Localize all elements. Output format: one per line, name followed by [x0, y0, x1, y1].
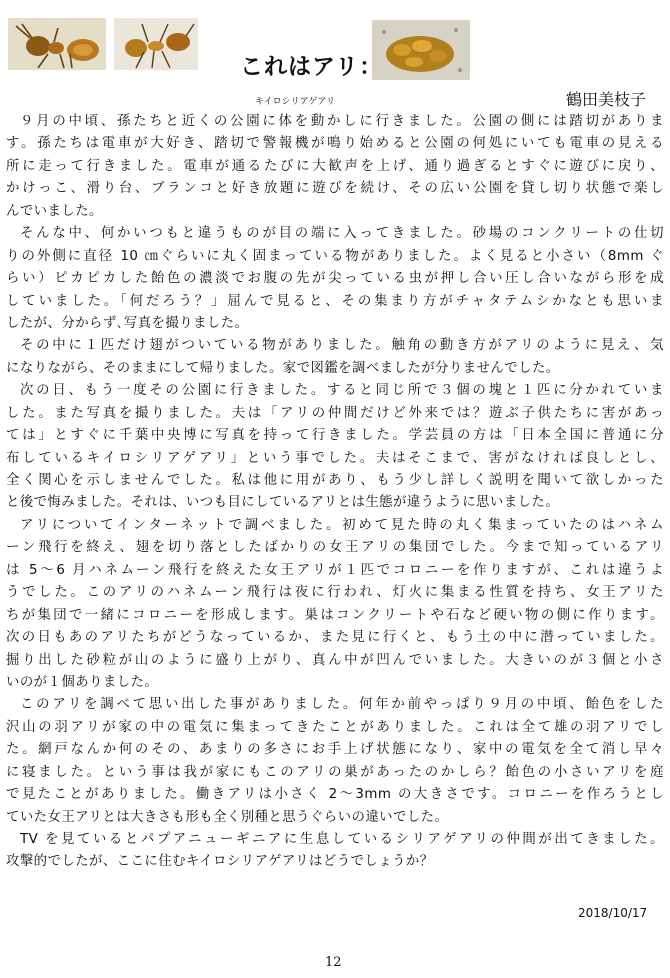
text-line: ９月の中頃、孫たちと近くの公園に体を動かしに行きました。公園の側には踏切がありま [20, 114, 664, 129]
text-line: 次の日もあのアリたちがどうなっているか、また見に行くと、もう土の中に潜っていました。 [6, 630, 664, 646]
paragraph [6, 380, 664, 515]
text-line: と後で悔みました。それは、いつも目にしているアリとは生態が違うように思いました。 [6, 495, 560, 511]
text-line: に寝ました。という事は我が家にもこのアリの巣があったのかしら？飴色の小さいアリを庭 [6, 764, 664, 780]
text-line: した。また写真を撮りました。夫は「アリの仲間だけど外来では？遊ぶ子供たちに害があっ [6, 405, 664, 421]
text-line: 所に走って行きました。電車が通るたびに大歓声を上げ、通り過ぎるとすぐに遊びに戻り、 [6, 158, 664, 174]
text-line: いのが１個ありました。 [6, 674, 159, 690]
text-line: んでいました。 [6, 203, 103, 219]
paragraph [6, 515, 664, 695]
text-line: ちが集団で一緒にコロニーを形成します。巣はコンクリートや石など硬い物の側に作ります。 [6, 607, 664, 623]
text-line: す。孫たちは電車が大好き、踏切で警報機が鳴り始めると公園の何処にいても電車の見える [6, 136, 664, 152]
text-line: 布しているキイロシリアゲアリ」という事でした。夫はそこまで、害がなければ良しとし、 [6, 450, 664, 466]
text-line: らい）ピカピカした飴色の濃淡でお腹の先が尖っている虫が押し合い圧し合いながら形を成 [6, 271, 664, 287]
article-body [6, 111, 664, 874]
text-line: このアリを調べて思い出した事がありました。何年か前やっぱり９月の中頃、飴色をした [20, 697, 664, 713]
text-line: ーン飛行を終え、翅を切り落としたばかりの女王アリの集団でした。今まで知っているアリ [6, 540, 664, 556]
text-line: 掘り出した砂粒が山のように盛り上がり、真ん中が凹んでいました。大きいのが３個と小さ [6, 652, 664, 668]
paragraph [6, 223, 664, 335]
text-line: うでした。このアリのハネムーン飛行は夜に行われ、灯火に集まる性質を持ち、女王アリた [6, 585, 664, 601]
text-line: 次の日、もう一度その公園に行きました。すると同じ所で３個の塊と１匹に分かれていま [20, 383, 664, 399]
text-line: アリについてインターネットで調べました。初めて見た時の丸く集まっていたのはハネム [20, 517, 664, 533]
text-line: そんな中、何かいつもと違うものが目の端に入ってきました。砂場のコンクリートの仕切 [20, 226, 664, 242]
ant-photo-2 [114, 18, 198, 70]
text-line: したが、分からず､写真を撮りました。 [6, 315, 249, 331]
paragraph [6, 335, 664, 380]
text-line: になりながら、そのままにして帰りました。家で図鑑を調べましたが分りませんでした。 [6, 360, 560, 376]
text-line: で見たことがありました。働きアリは小さく 2～3mm の大きさです。コロニーを作ろうとし [6, 787, 664, 803]
text-line: た。網戸なんか何のその、あまりの多さにお手上げ状態になり、家中の電気を全て消し早々 [6, 742, 664, 758]
paragraph [6, 694, 664, 829]
text-line: りの外側に直径 10 ㎝ぐらいに丸く固まっている物がありました。よく見ると小さい（8mm ぐ [6, 248, 664, 264]
ant-photo-1 [8, 18, 106, 70]
page-number: 12 [325, 955, 342, 970]
date: 2018/10/17 [578, 906, 648, 920]
text-line: は 5～6 月ハネムーン飛行を終えた女王アリが１匹でコロニーを作りますが、これは違うよ [6, 562, 664, 578]
text-line: TV を見ているとパプアニューギニアに生息しているシリアゲアリの仲間が出てきました。 [20, 832, 664, 847]
text-line: していました。「何だろう？」屈んで見ると、その集まり方がチャタテムシかなとも思いま [6, 293, 664, 309]
page-title: これはアリ： [240, 54, 384, 80]
text-line: かけっこ、滑り台、ブランコと好き放題に遊びを続け、その広い公園を貸し切り状態で楽し [6, 181, 664, 197]
subtitle: キイロシリアゲアリ [255, 97, 336, 107]
text-line: ては」とすぐに千葉中央博に写真を持って行きました。学芸員の方は「日本全国に普通に分 [6, 428, 664, 444]
text-line: 攻撃的でしたが、ここに住むキイロシリアゲアリはどうでしょうか？ [6, 854, 434, 870]
paragraph [6, 111, 664, 223]
text-line: 全く関心を示しませんでした。私は他に用があり、もう少し詳しく説明を聞いて欲しかった [6, 473, 664, 488]
text-line: その中に１匹だけ翅がついている物がありました。触角の動き方がアリのように見え、気 [20, 338, 664, 354]
text-line: 沢山の羽アリが家の中の電気に集まってきたことがありました。これは全て雄の羽アリでし [6, 719, 664, 735]
paragraph [6, 829, 664, 874]
author-name: 鶴田美枝子 [566, 90, 647, 109]
ant-cluster-photo [372, 20, 470, 80]
text-line: ていた女王アリとは大きさも形も全く別種と思うぐらいの違いでした。 [6, 809, 449, 825]
